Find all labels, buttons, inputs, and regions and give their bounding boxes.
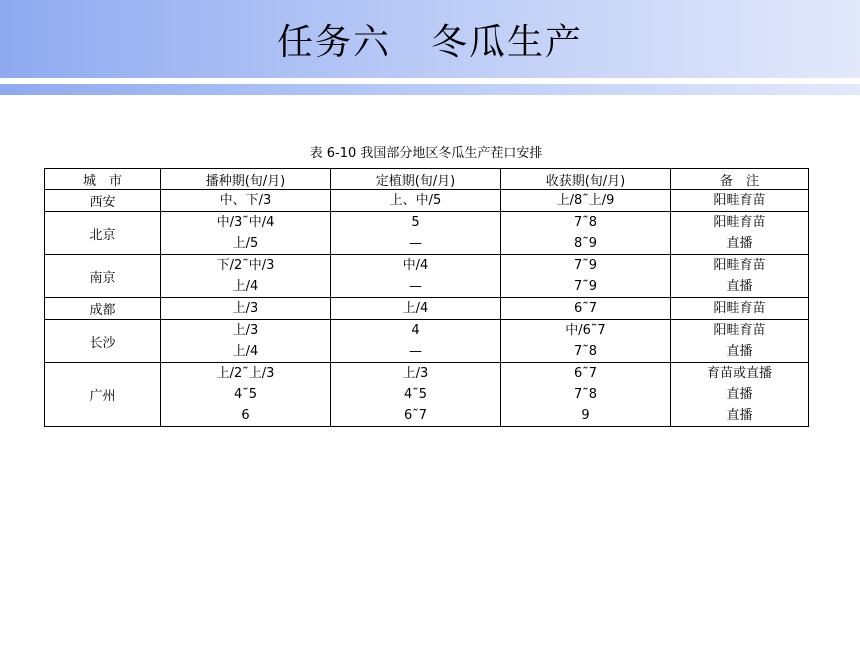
cell-sow-line: 上/4 [232,344,259,359]
cell-sow [161,320,331,363]
schedule-table [44,168,809,427]
cell-city: 南京 [45,255,161,298]
cell-note-line: 直播 [726,279,753,294]
cell-plant [331,212,501,255]
cell-plant-line: — [409,279,422,294]
cell-harvest-line: 8˜9 [573,236,598,251]
cell-city: 西安 [45,190,161,212]
cell-note-line: 阳畦育苗 [713,258,766,273]
cell-plant [331,298,501,320]
cell-note [671,363,809,427]
cell-harvest [501,363,671,427]
cell-note [671,255,809,298]
cell-harvest [501,255,671,298]
cell-plant-line: — [409,344,422,359]
cell-note-line: 直播 [726,236,753,251]
cell-sow-line: 中/3˜中/4 [216,215,275,230]
cell-plant-line: 上/3 [402,366,429,381]
table-caption: 表 6-10 我国部分地区冬瓜生产茬口安排 [309,146,543,161]
cell-sow-line: 下/2˜中/3 [216,258,275,273]
cell-city: 成都 [45,298,161,320]
cell-sow-line: 上/5 [232,236,259,251]
cell-harvest-line: 6˜7 [573,301,598,316]
header-city: 城 市 [45,169,161,190]
cell-harvest-line: 7˜9 [573,258,598,273]
cell-sow [161,298,331,320]
cell-note-line: 直播 [726,344,753,359]
header-sowing: 播种期(旬/月) [161,169,331,190]
table-row [45,320,809,363]
cell-harvest-line: 上/8˜上/9 [556,193,615,208]
cell-harvest-line: 中/6˜7 [565,323,606,338]
cell-sow-line: 上/3 [232,301,259,316]
cell-sow [161,255,331,298]
cell-sow-line: 中、下/3 [219,193,272,208]
cell-plant-line: 5 [411,215,420,230]
cell-plant [331,190,501,212]
cell-plant [331,255,501,298]
cell-plant-line: 中/4 [402,258,429,273]
cell-note [671,212,809,255]
table-row [45,255,809,298]
cell-sow-line: 6 [241,408,250,423]
table-row [45,363,809,427]
title-banner [0,0,860,78]
cell-harvest [501,320,671,363]
table-row [45,190,809,212]
cell-sow-line: 上/4 [232,279,259,294]
cell-sow [161,212,331,255]
cell-note-line: 阳畦育苗 [713,215,766,230]
cell-sow [161,190,331,212]
slide-title-part2: 冬瓜生产 [431,22,584,63]
cell-harvest-line: 7˜9 [573,279,598,294]
header-harvest: 收获期(旬/月) [501,169,671,190]
cell-harvest-line: 7˜8 [573,344,598,359]
cell-sow [161,363,331,427]
cell-sow-line: 上/2˜上/3 [216,366,275,381]
cell-note-line: 直播 [726,387,753,402]
cell-note-line: 阳畦育苗 [713,323,766,338]
cell-note [671,190,809,212]
slide-title-part1: 任务六 [276,22,391,63]
table-row [45,298,809,320]
cell-note-line: 阳畦育苗 [713,301,766,316]
cell-plant-line: 上、中/5 [389,193,442,208]
cell-plant [331,363,501,427]
cell-plant-line: 4˜5 [403,387,428,402]
cell-plant-line: — [409,236,422,251]
cell-sow-line: 4˜5 [233,387,258,402]
cell-harvest [501,298,671,320]
decorative-band [0,84,860,95]
cell-harvest-line: 9 [581,408,590,423]
cell-harvest [501,212,671,255]
cell-plant [331,320,501,363]
cell-harvest-line: 7˜8 [573,215,598,230]
table-header-row [45,169,809,190]
cell-note-line: 育苗或直播 [706,366,772,381]
cell-note [671,298,809,320]
cell-sow-line: 上/3 [232,323,259,338]
header-note: 备 注 [671,169,809,190]
cell-harvest-line: 7˜8 [573,387,598,402]
table-row [45,212,809,255]
cell-note [671,320,809,363]
cell-city: 长沙 [45,320,161,363]
cell-plant-line: 6˜7 [403,408,428,423]
cell-harvest-line: 6˜7 [573,366,598,381]
cell-note-line: 直播 [726,408,753,423]
cell-plant-line: 上/4 [402,301,429,316]
cell-plant-line: 4 [411,323,420,338]
cell-city: 广州 [45,363,161,427]
cell-city: 北京 [45,212,161,255]
cell-note-line: 阳畦育苗 [713,193,766,208]
header-planting: 定植期(旬/月) [331,169,501,190]
cell-harvest [501,190,671,212]
slide-title [0,14,860,65]
